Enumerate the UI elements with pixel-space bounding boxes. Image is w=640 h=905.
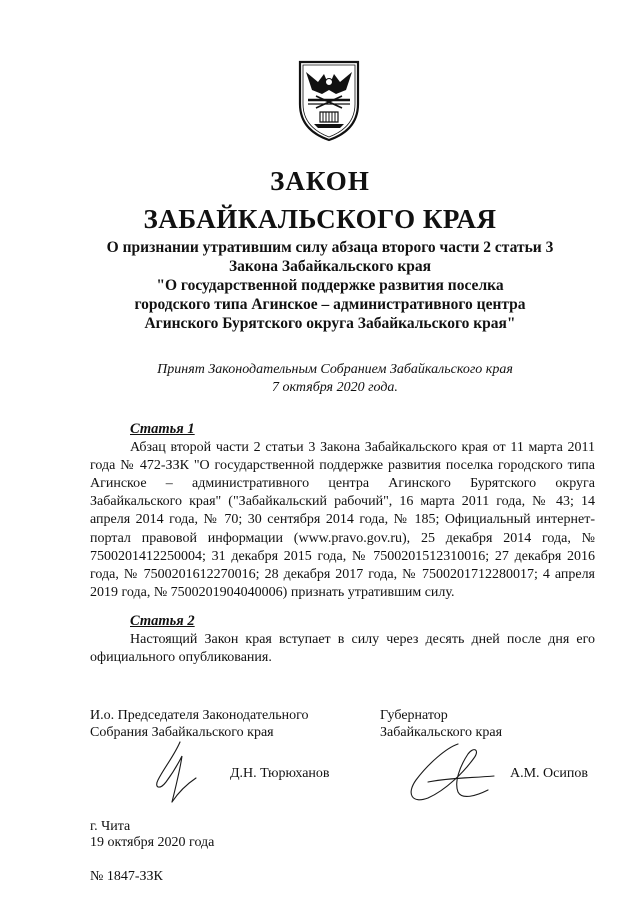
article-1-text: Абзац второй части 2 статьи 3 Закона Забайкальского края от 11 марта 2011 года № 472-ЗЗК "О государственной поддержке развития поселка городского типа Агинское – административного центра Агинского Бурятского округа Забайкальского края" ("Забайкальский рабочий", 16 марта 2011 года, № 43; 14 апреля 2014 года, № 70; 30 сентября 2014 года, № 185; Официальный интернет-портал правовой информации (www.pravo.gov.ru), 25 декабря 2014 года, № 7500201412250004; 31 декабря 2015 года, № 7500201512310016; 27 декабря 2016 года, № 7500201612270016; 28 декабря 2017 года, № 7500201712280017; 4 апреля 2019 года, № 7500201904040006) признать утратившим силу. xyxy=(90,440,595,600)
right-signatory-title xyxy=(380,707,502,741)
subtitle-line: городского типа Агинское – административного центра xyxy=(134,296,526,313)
right-signature-icon xyxy=(398,738,508,808)
adopted-line: Принят Законодательным Собранием Забайкальского края xyxy=(157,362,513,377)
article-2 xyxy=(90,612,595,667)
signatory-line: Собрания Забайкальского края xyxy=(90,725,274,740)
subtitle-line: Закона Забайкальского края xyxy=(228,258,432,275)
article-1-title: Статья 1 xyxy=(130,421,195,437)
city: г. Чита xyxy=(90,819,131,834)
left-signature-icon xyxy=(150,738,200,808)
law-title: ЗАКОН xyxy=(270,166,370,196)
region-title: ЗАБАЙКАЛЬСКОГО КРАЯ xyxy=(143,204,497,234)
law-number: № 1847-ЗЗК xyxy=(90,869,163,884)
subtitle-line: "О государственной поддержке развития поселка xyxy=(156,277,504,294)
left-signatory-title xyxy=(90,707,309,741)
subtitle-line: О признании утратившим силу абзаца второго части 2 статьи 3 xyxy=(106,239,554,256)
right-signatory-name: А.М. Осипов xyxy=(510,766,588,781)
coat-of-arms-icon xyxy=(296,60,362,142)
signatory-line: Губернатор xyxy=(380,708,448,723)
article-1 xyxy=(90,420,595,602)
article-2-title: Статья 2 xyxy=(130,613,195,629)
signing-date: 19 октября 2020 года xyxy=(90,835,215,850)
left-signatory-name: Д.Н. Тюрюханов xyxy=(230,766,330,781)
signatory-line: И.о. Председателя Законодательного xyxy=(90,708,309,723)
article-2-text: Настоящий Закон края вступает в силу через десять дней после дня его официального опубликования. xyxy=(90,632,595,666)
signatory-line: Забайкальского края xyxy=(380,725,503,740)
subtitle-line: Агинского Бурятского округа Забайкальского края" xyxy=(144,315,516,332)
adopted-line: 7 октября 2020 года. xyxy=(272,380,398,395)
